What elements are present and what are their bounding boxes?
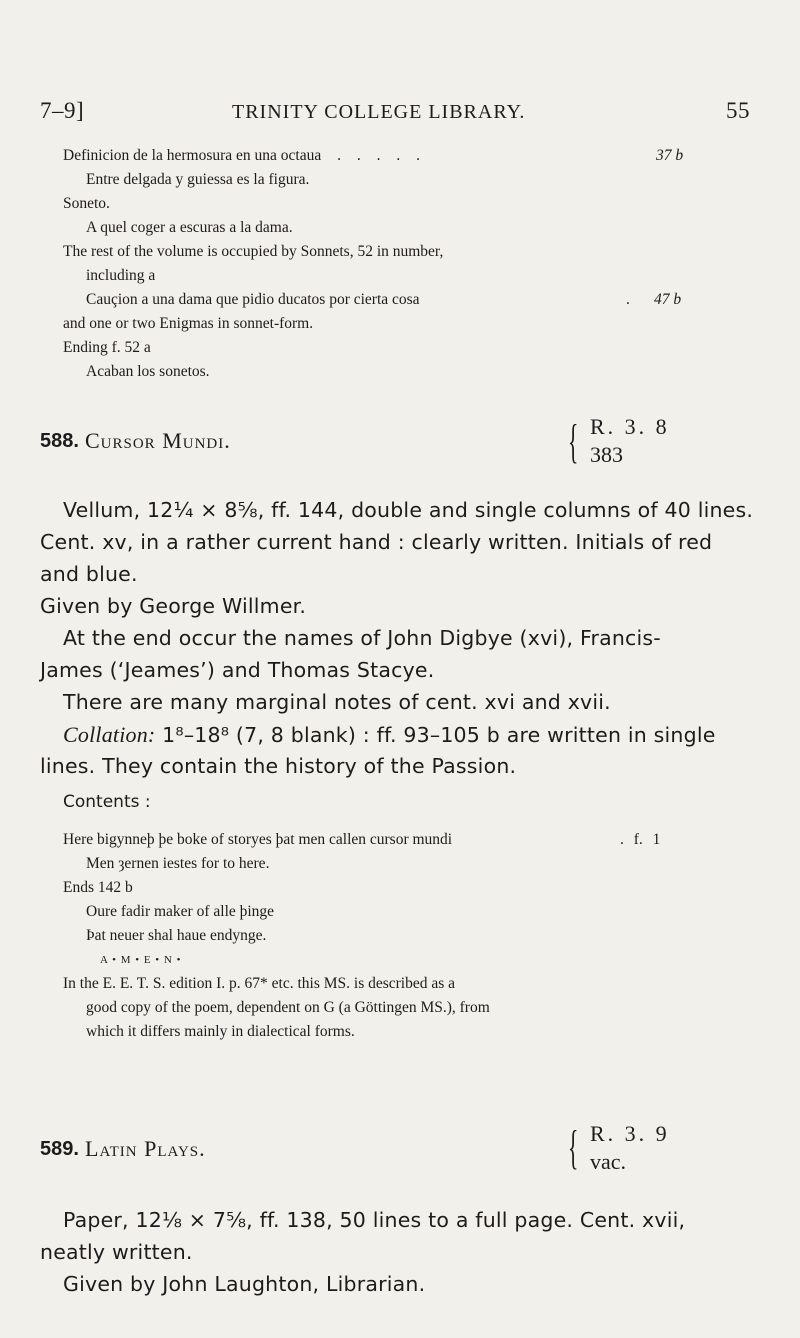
- entry-title: Cursor Mundi.: [85, 428, 231, 453]
- folio-ref: 47 b: [654, 291, 682, 308]
- list-item: Soneto.: [63, 195, 110, 212]
- shelfmark-brace: {: [568, 415, 579, 468]
- list-item: Definicion de la hermosura en una octaua . . . . .: [63, 147, 426, 164]
- list-item: In the E. E. T. S. edition I. p. 67* etc. this MS. is described as a: [63, 975, 456, 992]
- leader-dots: .: [626, 291, 630, 308]
- description-line: James (‘Jeames’) and Thomas Stacye.: [40, 658, 435, 682]
- description-line: Given by John Laughton, Librarian.: [63, 1272, 426, 1296]
- list-item: good copy of the poem, dependent on G (a Göttingen MS.), from: [86, 999, 490, 1016]
- folio-ref: . f. 1: [620, 831, 661, 848]
- entry-number: 589.: [40, 1138, 79, 1160]
- list-item: Oure fadir maker of alle þinge: [86, 903, 275, 920]
- description-line: Cent. xv, in a rather current hand : clearly written. Initials of red: [40, 530, 713, 554]
- folio-ref: 37 b: [656, 147, 684, 164]
- collation-line: Collation: 1⁸–18⁸ (7, 8 blank) : ff. 93–105 b are written in single: [63, 722, 716, 747]
- shelfmark: R. 3. 8: [590, 414, 670, 439]
- list-item: and one or two Enigmas in sonnet-form.: [63, 315, 314, 332]
- shelfmark: R. 3. 9: [590, 1121, 670, 1146]
- description-line: and blue.: [40, 562, 138, 586]
- entry-title: Latin Plays.: [85, 1136, 206, 1161]
- section-range: 7–9]: [40, 98, 85, 123]
- list-item: Ends 142 b: [63, 879, 133, 896]
- list-item: Acaban los sonetos.: [86, 363, 210, 380]
- list-item: Ending f. 52 a: [63, 339, 151, 356]
- entry-number: 588.: [40, 430, 79, 452]
- list-item: The rest of the volume is occupied by Sonnets, 52 in number,: [63, 243, 444, 260]
- running-title: TRINITY COLLEGE LIBRARY.: [232, 101, 526, 123]
- list-item: Þat neuer shal haue endynge.: [86, 927, 267, 944]
- contents-heading: Contents :: [63, 792, 151, 812]
- list-item: A • M • E • N •: [100, 954, 182, 966]
- list-item: Men ȝernen iestes for to here.: [86, 855, 270, 872]
- shelfmark-number: 383: [590, 442, 623, 467]
- list-item: which it differs mainly in dialectical forms.: [86, 1023, 355, 1040]
- description-line: There are many marginal notes of cent. xvi and xvii.: [63, 690, 611, 714]
- description-line: Vellum, 12¼ × 8⅝, ff. 144, double and single columns of 40 lines.: [63, 498, 754, 522]
- list-item: Here bigynneþ þe boke of storyes þat men callen cursor mundi: [63, 831, 453, 848]
- list-item: including a: [86, 267, 156, 284]
- list-item: A quel coger a escuras a la dama.: [86, 219, 293, 236]
- description-line: At the end occur the names of John Digbye (xvi), Francis-: [63, 626, 661, 650]
- description-line: lines. They contain the history of the Passion.: [40, 754, 517, 778]
- list-item: Cauçion a una dama que pidio ducatos por cierta cosa: [86, 291, 420, 308]
- list-item: Entre delgada y guiessa es la figura.: [86, 171, 310, 188]
- shelfmark-brace: {: [568, 1121, 579, 1174]
- description-line: Given by George Willmer.: [40, 594, 307, 618]
- shelfmark-number: vac.: [590, 1149, 627, 1174]
- page-number: 55: [726, 98, 750, 123]
- description-line: neatly written.: [40, 1240, 193, 1264]
- description-line: Paper, 12⅛ × 7⅝, ff. 138, 50 lines to a full page. Cent. xvii,: [63, 1208, 686, 1232]
